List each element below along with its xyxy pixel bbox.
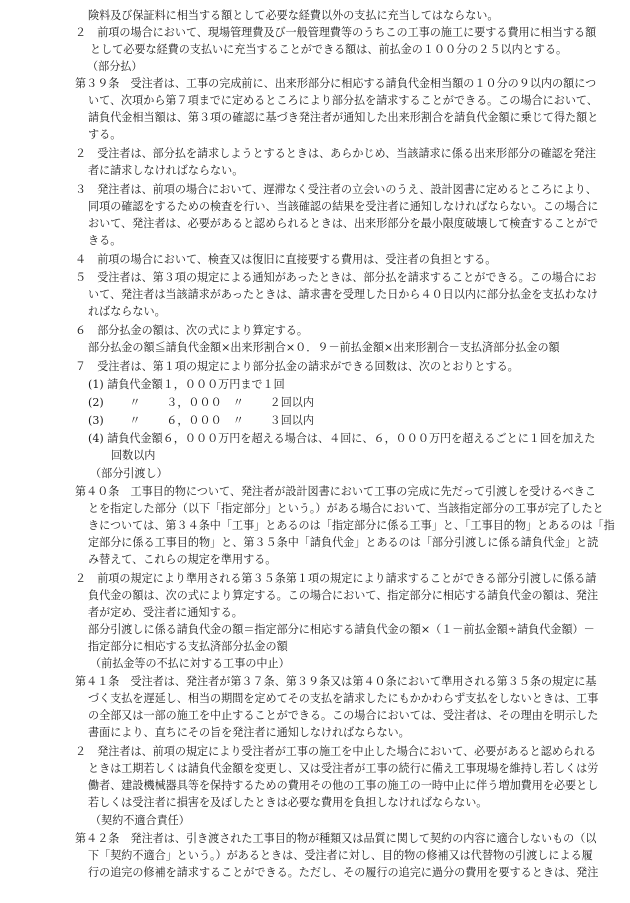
doc-line: ２ 前項の規定により準用される第３５条第１項の規定により請求することができる部分引渡しに係る請 <box>75 572 597 585</box>
doc-line: ２ 前項の場合において、現場管理費及び一般管理費等のうちこの工事の施工に要する費用に相当する額 <box>75 26 597 39</box>
doc-line: み替えて、これらの規定を準用する。 <box>88 553 277 566</box>
doc-line: 同項の確認をするための検査を行い、当該確認の結果を受注者に通知しなければならない。この場合に <box>88 200 599 213</box>
doc-line: ５ 受注者は、第３項の規定による通知があったときは、部分払を請求することができる。この場合にお <box>75 271 597 284</box>
list-item: (3) 〃 ６，０００ 〃 ３回以内 <box>88 414 314 427</box>
doc-line: 定部分に係る工事目的物」と、第３５条中「請負代金」とあるのは「部分引渡しに係る請負代金」と読 <box>88 536 599 549</box>
doc-line: 働者、建設機械器具等を保持するための費用その他の工事の施工の一時中止に伴う増加費用を必要とし <box>88 779 599 792</box>
article-40-line: 第４０条 工事目的物について、発注者が設計図書において工事の完成に先だって引渡しを受けるべきこ <box>75 485 596 498</box>
section-heading: （部分引渡し） <box>90 467 168 480</box>
doc-line: おいて、発注者は、必要があると認められるときは、出来形部分を最小限度破壊して検査することがで <box>88 217 599 230</box>
doc-line: 負代金の額は、次の式により算定する。この場合において、指定部分に相応する請負代金の額は、発注 <box>88 589 599 602</box>
formula-line: 部分払金の額≦請負代金額×出来形割合×０．９－前払金額×出来形割合－支払済部分払金の額 <box>88 341 560 354</box>
doc-line: ２ 発注者は、前項の規定により受注者が工事の施工を中止した場合において、必要があると認められる <box>75 745 597 758</box>
doc-line: として必要な経費の支払いに充当することができる額は、前払金の１００分の２５以内とする。 <box>90 43 568 56</box>
doc-line: 者が定め、受注者に通知する。 <box>88 606 243 619</box>
doc-line: ７ 受注者は、第１項の規定により部分払金の請求ができる回数は、次のとおりとする。 <box>75 360 519 373</box>
doc-line: ３ 発注者は、前項の場合において、遅滞なく受注者の立会いのうえ、設計図書に定めるところにより、 <box>75 183 597 196</box>
doc-line: 書面により、直ちにその旨を発注者に通知しなければならない。 <box>88 726 410 739</box>
section-heading: （前払金等の不払に対する工事の中止） <box>90 657 290 670</box>
doc-line: する。 <box>88 128 122 141</box>
article-39-line: 第３９条 受注者は、工事の完成前に、出来形部分に相応する請負代金相当額の１０分の９以内の額につ <box>75 77 597 90</box>
doc-line: いて、次項から第７項までに定めるところにより部分払を請求することができる。この場合において、 <box>88 94 598 107</box>
doc-line: ４ 前項の場合において、検査又は復旧に直接要する費用は、受注者の負担とする。 <box>75 253 497 266</box>
list-item: (4) 請負代金額６，０００万円を超える場合は、４回に、６，０００万円を超えるごとに１回を加えた <box>88 432 596 445</box>
list-item: 回数以内 <box>111 449 156 462</box>
list-item: (2) 〃 ３，０００ 〃 ２回以内 <box>88 396 314 409</box>
formula-line: 指定部分に相応する支払済部分払金の額 <box>88 640 288 653</box>
doc-line: の全部又は一部の施工を中止することができる。この場合においては、受注者は、その理由を明示した <box>88 709 599 722</box>
doc-line: ６ 部分払金の額は、次の式により算定する。 <box>75 324 308 337</box>
section-heading: （契約不適合責任） <box>90 814 190 827</box>
formula-line: 部分引渡しに係る請負代金の額＝指定部分に相応する請負代金の額×（１－前払金額÷請負代金額）－ <box>88 623 595 636</box>
doc-line: 下「契約不適合」という。）があるときは、受注者に対し、目的物の修補又は代替物の引渡しによる履 <box>88 849 593 862</box>
doc-line: 請負代金相当額は、第３項の確認に基づき発注者が通知した出来形割合を請負代金額に乗じて得た額と <box>88 111 599 124</box>
article-42-line: 第４２条 発注者は、引き渡された工事目的物が種類又は品質に関して契約の内容に適合しないもの（以 <box>75 832 597 845</box>
doc-line: いて、発注者は当該請求があったときは、請求書を受理した日から４０日以内に部分払金を支払わなけ <box>88 288 598 301</box>
doc-line: 者に請求しなければならない。 <box>88 164 244 177</box>
doc-line: 険料及び保証料に相当する額として必要な経費以外の支払に充当してはならない。 <box>88 9 499 22</box>
doc-line: づく支払を遅延し、相当の期間を定めてその支払を請求したにもかかわらず支払をしないときは、工事 <box>88 692 599 705</box>
doc-line: ればならない。 <box>88 305 166 318</box>
section-heading: （部分払） <box>87 60 143 73</box>
doc-line: きる。 <box>88 234 122 247</box>
doc-line: きについては、第３４条中「工事」とあるのは「指定部分に係る工事」と、「工事目的物」とあるのは「指 <box>88 519 615 532</box>
doc-line: 若しくは受注者に損害を及ぼしたときは必要な費用を負担しなければならない。 <box>88 796 488 809</box>
doc-line: ２ 受注者は、部分払を請求しようとするときは、あらかじめ、当該請求に係る出来形部分の確認を発注 <box>75 147 596 160</box>
list-item: (1) 請負代金額１，０００万円まで１回 <box>88 378 285 391</box>
article-41-line: 第４１条 受注者は、発注者が第３７条、第３９条又は第４０条において準用される第３５条の規定に基 <box>75 675 597 688</box>
doc-line: とを指定した部分（以下「指定部分」という。）がある場合において、当該指定部分の工事が完了したと <box>88 502 604 515</box>
doc-line: ときは工期若しくは請負代金額を変更し、又は受注者が工事の続行に備え工事現場を維持し若しくは労 <box>88 762 599 775</box>
doc-line: 行の追完の修補を請求することができる。ただし、その履行の追完に過分の費用を要するときは、発注 <box>88 866 599 879</box>
